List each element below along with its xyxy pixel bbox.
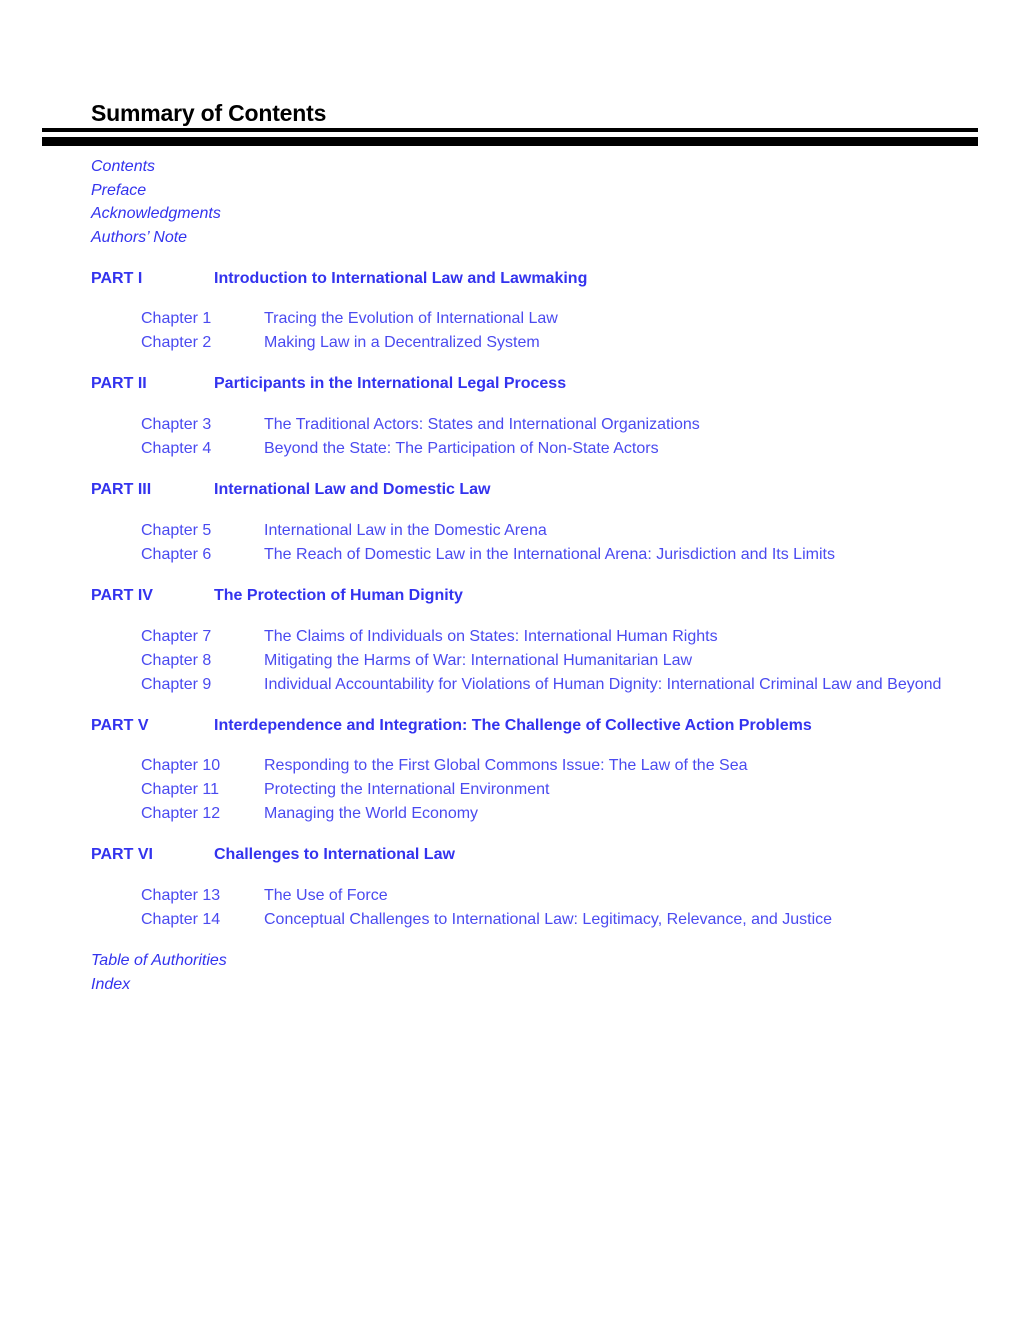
chapter-link-12[interactable] (91, 802, 978, 826)
chapter-link-7[interactable] (91, 625, 978, 649)
part-title: International Law and Domestic Law (214, 481, 491, 499)
chapter-title: Managing the World Economy (264, 805, 479, 823)
chapter-list-part-6 (91, 884, 978, 932)
part-heading-5[interactable] (91, 714, 978, 738)
front-matter-list (91, 155, 978, 250)
chapter-link-2[interactable] (91, 331, 978, 355)
chapter-title: The Claims of Individuals on States: International Human Rights (264, 627, 718, 645)
chapter-title: The Use of Force (264, 886, 388, 904)
chapter-number: Chapter 1 (141, 310, 212, 328)
chapter-number: Chapter 7 (141, 627, 212, 645)
chapter-link-1[interactable] (91, 307, 978, 331)
chapter-list-part-2 (91, 413, 978, 461)
chapter-title: The Reach of Domestic Law in the International Arena: Jurisdiction and Its Limits (264, 545, 835, 563)
chapter-title: The Traditional Actors: States and International Organizations (264, 416, 700, 434)
chapter-link-13[interactable] (91, 884, 978, 908)
part-heading-6[interactable] (91, 843, 978, 867)
part-heading-4[interactable] (91, 584, 978, 608)
chapter-link-9[interactable] (91, 673, 978, 697)
back-matter-list (91, 949, 978, 996)
chapter-title: Mitigating the Harms of War: International Humanitarian Law (264, 651, 693, 669)
chapter-number: Chapter 8 (141, 651, 212, 669)
chapter-link-11[interactable] (91, 778, 978, 802)
chapter-title: International Law in the Domestic Arena (264, 521, 547, 539)
chapter-number: Chapter 14 (141, 910, 221, 928)
front-matter-contents-link[interactable]: Contents (91, 158, 156, 175)
chapter-title: Tracing the Evolution of International Law (264, 310, 558, 328)
chapter-list-part-1 (91, 307, 978, 355)
part-title: Interdependence and Integration: The Challenge of Collective Action Problems (214, 716, 812, 734)
chapter-link-3[interactable] (91, 413, 978, 437)
part-title: Introduction to International Law and Lawmaking (214, 269, 588, 287)
back-matter-index-link[interactable]: Index (91, 975, 131, 993)
chapter-number: Chapter 2 (141, 334, 212, 352)
chapter-number: Chapter 3 (141, 416, 212, 434)
chapter-number: Chapter 10 (141, 757, 221, 775)
back-matter-table-of-authorities-link[interactable]: Table of Authorities (91, 951, 227, 969)
chapter-title: Responding to the First Global Commons Issue: The Law of the Sea (264, 757, 748, 775)
part-heading-1[interactable] (91, 267, 978, 291)
chapter-link-5[interactable] (91, 519, 978, 543)
part-number: PART IV (91, 586, 153, 604)
table-of-contents (91, 155, 978, 996)
part-number: PART III (91, 481, 152, 499)
title-rule-thin (42, 128, 978, 132)
part-heading-2[interactable] (91, 372, 978, 396)
front-matter-authors-note-link[interactable]: Authors’ Note (91, 229, 188, 247)
chapter-number: Chapter 5 (141, 521, 212, 539)
part-number: PART I (91, 269, 143, 287)
chapter-list-part-5 (91, 754, 978, 826)
chapter-title: Conceptual Challenges to International Law: Legitimacy, Relevance, and Justice (264, 910, 833, 928)
part-title: Participants in the International Legal Process (214, 375, 567, 393)
chapter-link-4[interactable] (91, 437, 978, 461)
part-heading-3[interactable] (91, 478, 978, 502)
chapter-link-10[interactable] (91, 754, 978, 778)
part-number: PART VI (91, 846, 153, 864)
chapter-number: Chapter 13 (141, 886, 221, 904)
part-title: Challenges to International Law (214, 846, 455, 864)
chapter-number: Chapter 12 (141, 805, 221, 823)
chapter-title: Making Law in a Decentralized System (264, 334, 540, 352)
part-title: The Protection of Human Dignity (214, 586, 463, 604)
chapter-title: Protecting the International Environment (264, 781, 550, 799)
front-matter-preface-link[interactable]: Preface (91, 181, 147, 199)
chapter-link-14[interactable] (91, 908, 978, 932)
chapter-number: Chapter 4 (141, 440, 212, 458)
chapter-link-8[interactable] (91, 649, 978, 673)
chapter-number: Chapter 11 (141, 781, 219, 799)
part-number: PART II (91, 375, 147, 393)
chapter-list-part-3 (91, 519, 978, 567)
chapter-title: Individual Accountability for Violations of Human Dignity: International Criminal Law and Beyond (264, 675, 942, 693)
chapter-title: Beyond the State: The Participation of Non-State Actors (264, 440, 659, 458)
chapter-number: Chapter 6 (141, 545, 212, 563)
front-matter-acknowledgments-link[interactable]: Acknowledgments (91, 205, 221, 223)
page-title: Summary of Contents (91, 100, 327, 126)
chapter-number: Chapter 9 (141, 675, 212, 693)
part-number: PART V (91, 716, 149, 734)
chapter-list-part-4 (91, 625, 978, 697)
chapter-link-6[interactable] (91, 543, 978, 567)
title-rule-thick (42, 137, 978, 146)
